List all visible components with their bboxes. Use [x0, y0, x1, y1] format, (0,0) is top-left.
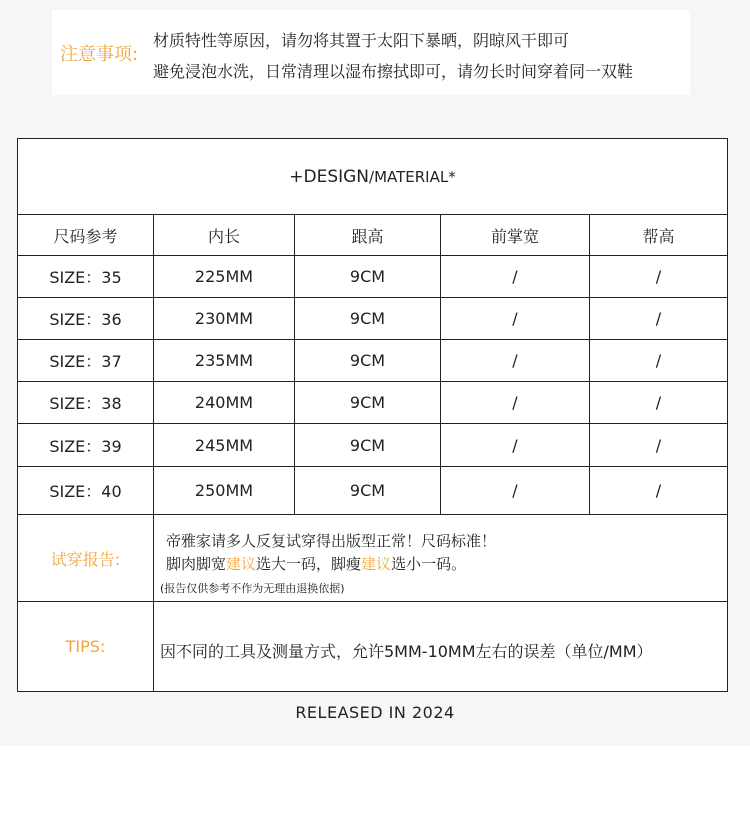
tips-text: 因不同的工具及测量方式，允许5MM-10MM左右的误差（单位/MM） — [160, 642, 653, 661]
header-inner-length: 内长 — [207, 226, 240, 246]
care-notice-line: 避免浸泡水洗，日常清理以湿布擦拭即可，请勿长时间穿着同一双鞋 — [153, 62, 634, 81]
header-forefoot-width: 前掌宽 — [490, 226, 539, 246]
care-notice-title: 注意事项: — [60, 44, 139, 65]
report-line: 帝雅家请多人反复试穿得出版型正常！尺码标准！ — [166, 532, 497, 550]
cell-size: SIZE：39 — [49, 436, 122, 456]
report-text: 选小一码。 — [391, 555, 467, 573]
header-upper-height: 帮高 — [642, 226, 675, 246]
cell-upper-height: / — [655, 393, 662, 412]
cell-upper-height: / — [655, 309, 662, 328]
cell-size: SIZE：35 — [49, 268, 122, 287]
cell-size: SIZE：37 — [49, 352, 122, 371]
cell-forefoot-width: / — [512, 435, 518, 455]
report-text: 选大一码，脚瘦 — [256, 555, 362, 573]
cell-size: SIZE：36 — [49, 310, 122, 329]
cell-inner-length: 245MM — [194, 435, 254, 455]
header-size: 尺码参考 — [53, 226, 118, 246]
cell-inner-length: 235MM — [194, 351, 254, 370]
released-footer: RELEASED IN 2024 — [295, 703, 455, 722]
cell-forefoot-width: / — [512, 267, 518, 286]
tips-label: TIPS: — [65, 637, 106, 656]
title-design: DESIGN — [303, 166, 370, 187]
cell-heel-height: 9CM — [349, 351, 386, 370]
cell-forefoot-width: / — [512, 351, 518, 370]
cell-forefoot-width: / — [512, 481, 518, 500]
title-suffix: * — [448, 167, 456, 186]
report-highlight: 建议 — [226, 555, 257, 573]
cell-upper-height: / — [655, 481, 662, 500]
report-label: 试穿报告: — [50, 549, 121, 569]
report-note: (报告仅供参考不作为无理由退换依据) — [160, 582, 345, 595]
care-notice — [52, 10, 690, 95]
cell-size: SIZE：38 — [49, 394, 122, 413]
cell-upper-height: / — [655, 267, 662, 286]
cell-forefoot-width: / — [512, 393, 518, 412]
title-prefix: + — [289, 166, 304, 187]
cell-heel-height: 9CM — [349, 435, 386, 455]
cell-size: SIZE：40 — [49, 482, 122, 501]
cell-heel-height: 9CM — [349, 309, 386, 328]
cell-heel-height: 9CM — [349, 393, 386, 412]
cell-inner-length: 240MM — [194, 393, 254, 412]
title-material: /MATERIAL — [369, 167, 449, 186]
cell-heel-height: 9CM — [349, 481, 386, 500]
header-heel-height: 跟高 — [351, 226, 384, 246]
size-table — [17, 138, 728, 692]
cell-forefoot-width: / — [512, 309, 518, 328]
cell-inner-length: 225MM — [194, 267, 254, 286]
cell-upper-height: / — [655, 435, 662, 455]
cell-upper-height: / — [655, 351, 662, 370]
report-line — [166, 553, 466, 574]
cell-inner-length: 230MM — [194, 309, 254, 328]
design-material-title — [18, 139, 727, 214]
cell-heel-height: 9CM — [349, 267, 386, 286]
care-notice-line: 材质特性等原因，请勿将其置于太阳下暴晒，阴晾风干即可 — [153, 31, 570, 50]
report-text: 脚肉脚宽 — [166, 555, 227, 573]
report-highlight: 建议 — [361, 555, 392, 573]
cell-inner-length: 250MM — [194, 481, 254, 500]
